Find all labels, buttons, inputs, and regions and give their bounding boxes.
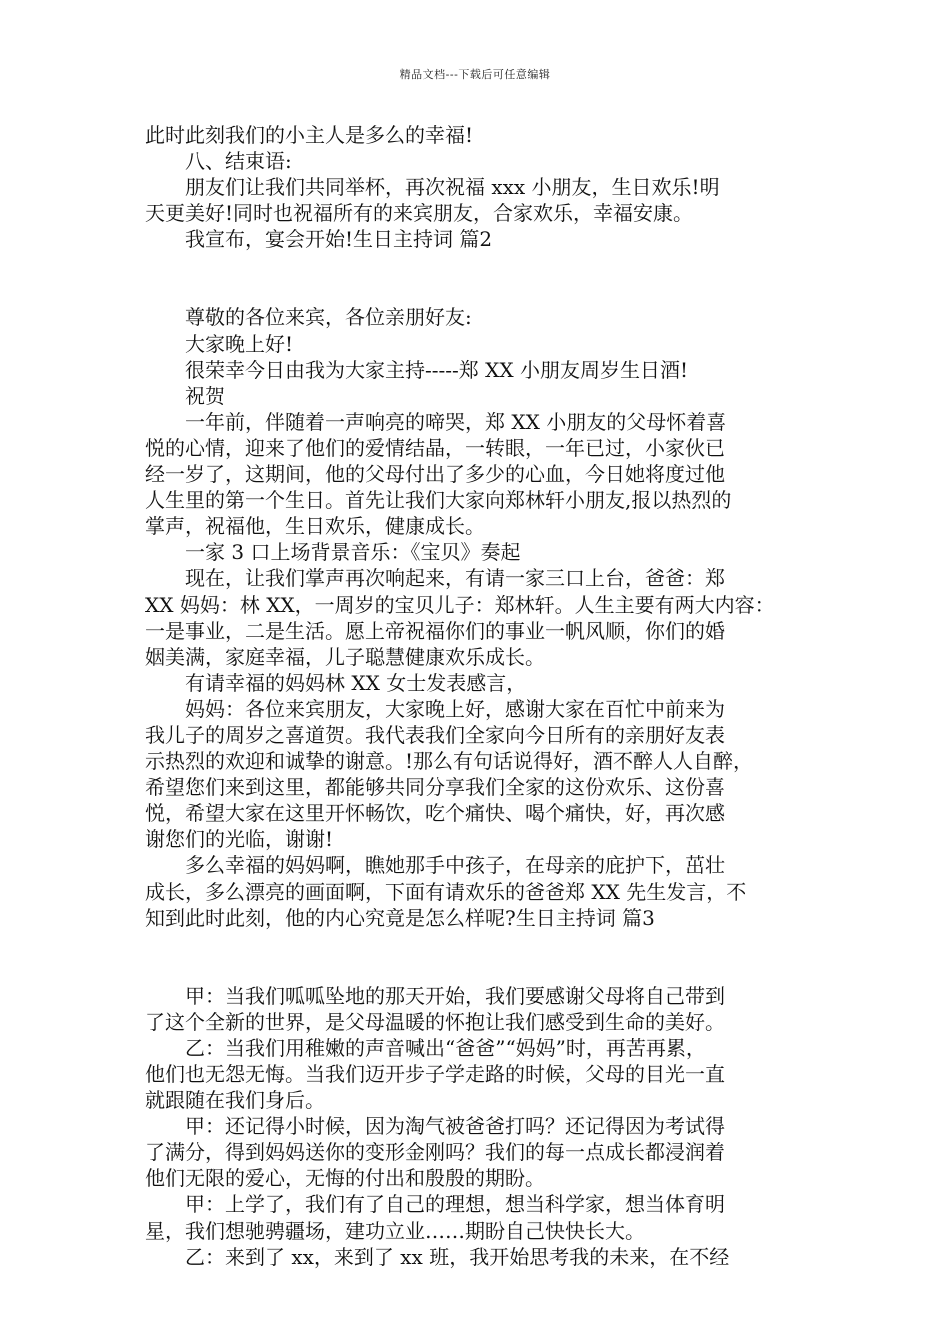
paragraph-line: 乙：来到了 xx，来到了 xx 班，我开始思考我的未来，在不经 [145,1244,730,1269]
paragraph-line: 经一岁了，这期间，他的父母付出了多少的心血，今日她将度过他 [145,462,725,487]
paragraph-line: 我宣布，宴会开始!生日主持词 篇2 [145,227,493,252]
paragraph-line: XX 妈妈：林 XX，一周岁的宝贝儿子：郑林轩。人生主要有两大内容： [145,592,775,617]
paragraph-line: 悦的心情，迎来了他们的爱情结晶，一转眼，一年已过，小家伙已 [145,435,725,460]
paragraph-line: 掌声，祝福他，生日欢乐，健康成长。 [145,514,485,539]
section-spacer [145,252,810,304]
greeting: 大家晚上好! [145,331,294,356]
paragraph-line: 甲：上学了，我们有了自己的理想，想当科学家，想当体育明 [145,1192,725,1217]
paragraph-line: 朋友们让我们共同举杯，再次祝福 xxx 小朋友，生日欢乐!明 [145,175,720,200]
paragraph-line: 甲：还记得小时候，因为淘气被爸爸打吗？还记得因为考试得 [145,1114,725,1139]
page-header: 精品文档---下载后可任意编辑 [399,68,551,81]
paragraph-line: 了这个全新的世界，是父母温暖的怀抱让我们感受到生命的美好。 [145,1009,725,1034]
paragraph-line: 示热烈的欢迎和诚挚的谢意。!那么有句话说得好，酒不醉人人自醉， [145,749,754,774]
paragraph-line: 甲：当我们呱呱坠地的那天开始，我们要感谢父母将自己带到 [145,983,725,1008]
section-speech-3 [145,983,810,1270]
paragraph-line: 多么幸福的妈妈啊，瞧她那手中孩子，在母亲的庇护下，茁壮 [145,853,725,878]
paragraph-line: 就跟随在我们身后。 [145,1088,325,1113]
paragraph-line: 一家 3 口上场背景音乐：《宝贝》奏起 [145,540,521,565]
heading-closing-remarks: 八、结束语: [145,149,292,174]
paragraph-line: 悦，希望大家在这里开怀畅饮，吃个痛快、喝个痛快，好，再次感 [145,801,725,826]
paragraph-line: 成长，多么漂亮的画面啊，下面有请欢乐的爸爸郑 XX 先生发言，不 [145,879,747,904]
paragraph-line: 祝贺 [145,383,225,408]
paragraph-line: 乙：当我们用稚嫩的声音喊出“爸爸”“妈妈”时，再苦再累， [145,1035,706,1060]
paragraph-line: 谢您们的光临，谢谢! [145,827,334,852]
paragraph-line: 人生里的第一个生日。首先让我们大家向郑林轩小朋友,报以热烈的 [145,488,732,513]
paragraph-line: 一是事业，二是生活。愿上帝祝福你们的事业一帆风顺，你们的婚 [145,618,725,643]
paragraph-line: 一年前，伴随着一声响亮的啼哭，郑 XX 小朋友的父母怀着喜 [145,409,727,434]
paragraph-line: 星，我们想驰骋疆场，建功立业……期盼自己快快长大。 [145,1218,645,1243]
paragraph-line: 希望您们来到这里，都能够共同分享我们全家的这份欢乐、这份喜 [145,775,725,800]
paragraph-line: 很荣幸今日由我为大家主持-----郑 XX 小朋友周岁生日酒! [145,357,689,382]
paragraph-line: 姻美满，家庭幸福，儿子聪慧健康欢乐成长。 [145,644,545,669]
section-closing [145,122,810,252]
section-spacer [145,931,810,983]
paragraph-line: 知到此时此刻，他的内心究竟是怎么样呢?生日主持词 篇3 [145,905,655,930]
paragraph-line: 天更美好!同时也祝福所有的来宾朋友，合家欢乐，幸福安康。 [145,201,694,226]
section-speech-2 [145,304,810,930]
paragraph-line: 他们无限的爱心，无悔的付出和殷殷的期盼。 [145,1166,545,1191]
paragraph-line: 现在，让我们掌声再次响起来，有请一家三口上台，爸爸：郑 [145,566,725,591]
document-body [145,122,810,1270]
paragraph-line: 我儿子的周岁之喜道贺。我代表我们全家向今日所有的亲朋好友表 [145,722,725,747]
salutation: 尊敬的各位来宾，各位亲朋好友: [145,305,472,330]
paragraph-line: 此时此刻我们的小主人是多么的幸福! [145,123,474,147]
paragraph-line: 了满分，得到妈妈送你的变形金刚吗？我们的每一点成长都浸润着 [145,1140,725,1165]
paragraph-line: 有请幸福的妈妈林 XX 女士发表感言， [145,670,527,695]
paragraph-line: 他们也无怨无悔。当我们迈开步子学走路的时候，父母的目光一直 [145,1062,725,1086]
paragraph-line: 妈妈：各位来宾朋友，大家晚上好，感谢大家在百忙中前来为 [145,696,725,721]
